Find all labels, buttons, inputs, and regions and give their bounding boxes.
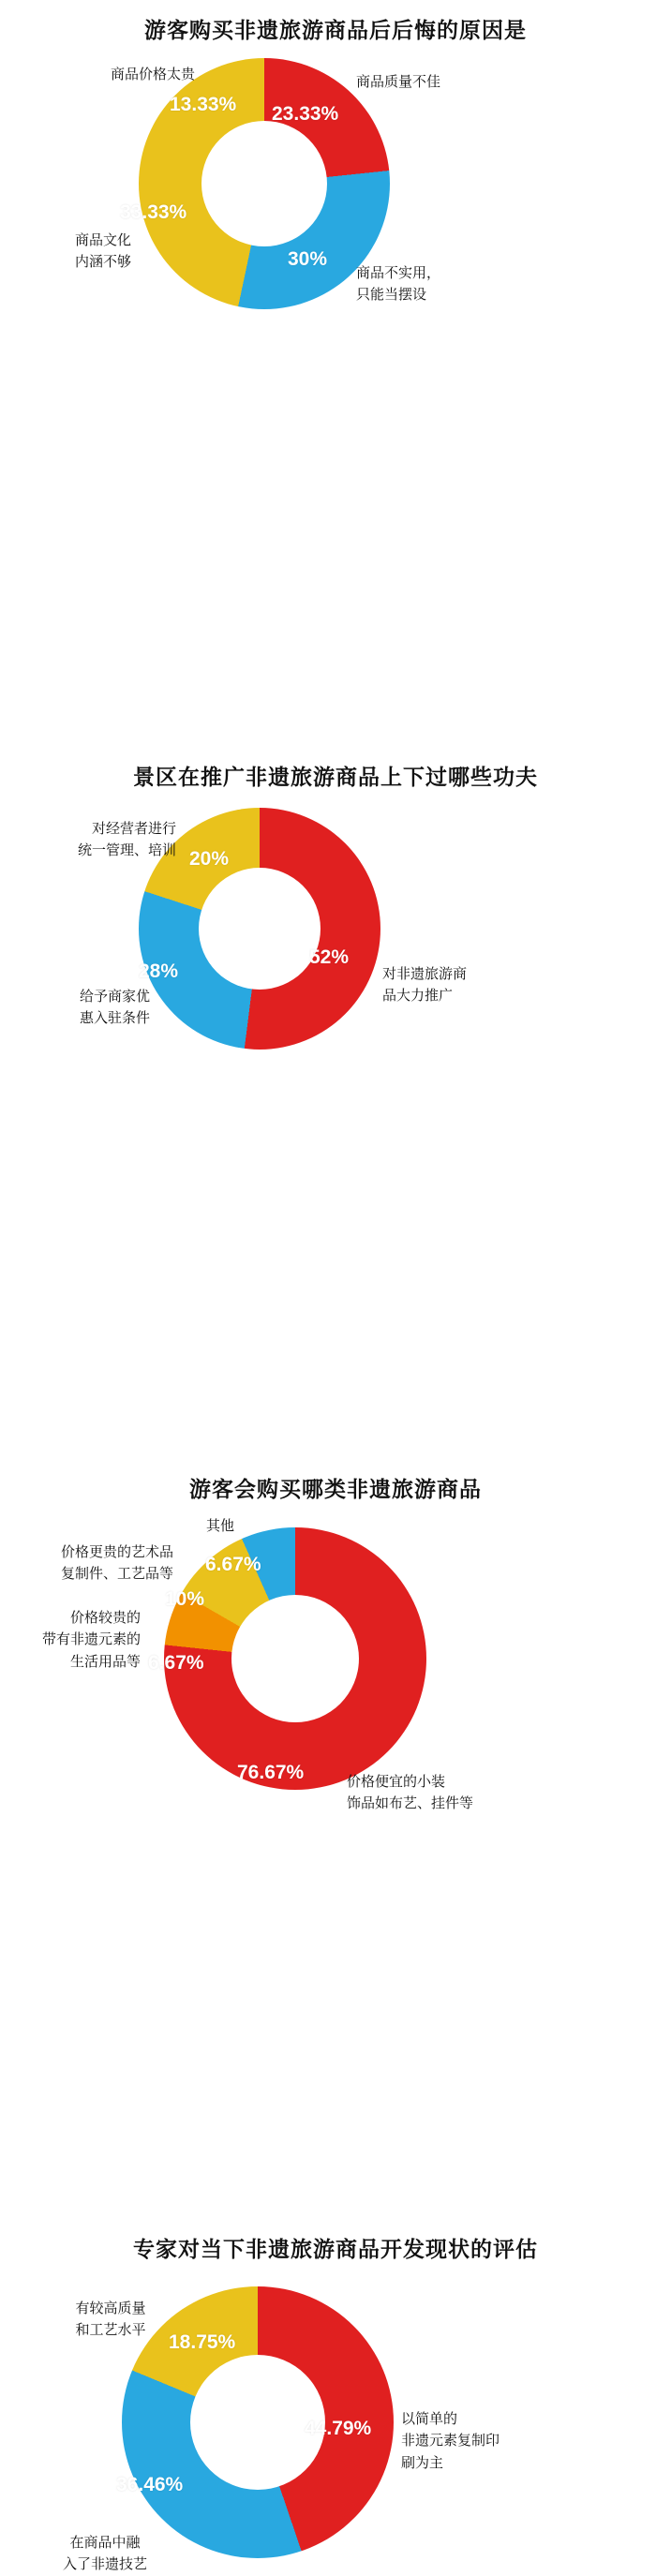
slice-label-1-2-line1: 商品文化 [74, 232, 131, 248]
slice-label-1-1-line2: 只能当摆设 [356, 287, 427, 304]
slice-label-1-0 [356, 71, 440, 93]
slice-label-1-3-line1: 商品价格太贵 [110, 67, 195, 82]
chart-title-1: 游客购买非遗旅游商品后后悔的原因是 [144, 18, 527, 42]
slice-value-2-1: 28% [139, 960, 179, 982]
slice-label-2-2-line1: 对经营者进行 [91, 821, 176, 837]
slice-label-1-2-line2: 内涵不够 [74, 254, 131, 271]
chart-title-4: 专家对当下非遗旅游商品开发现状的评估 [133, 2237, 538, 2261]
slice-value-3-2: 10% [165, 1588, 205, 1610]
slice-label-2-1-line2: 惠入驻条件 [79, 1010, 150, 1027]
slice-label-1-0-line1: 商品质量不佳 [356, 74, 441, 90]
slice-label-4-2-line2: 和工艺水平 [75, 2322, 146, 2339]
slice-label-3-1 [9, 1607, 141, 1673]
donut-hole-1 [201, 121, 327, 246]
chart-block-regret-reasons [0, 0, 671, 375]
slice-value-1-3: 13.33% [170, 94, 237, 115]
slice-label-4-0-line2: 非遗元素复制印 [401, 2433, 500, 2449]
slice-label-4-0 [401, 2408, 500, 2474]
slice-label-2-1-line1: 给予商家优 [79, 989, 150, 1005]
slice-value-2-0: 52% [309, 946, 350, 968]
chart-block-purchase-type [0, 736, 671, 1812]
slice-value-1-0: 23.33% [272, 103, 339, 125]
slice-label-1-1 [356, 262, 440, 306]
slice-label-2-0-line1: 对非遗旅游商 [382, 966, 468, 982]
slice-label-4-1-line1: 在商品中融 [69, 2535, 141, 2551]
slice-value-1-2: 33.33% [120, 201, 187, 223]
slice-label-4-1 [30, 2532, 180, 2576]
slice-label-3-0 [347, 1771, 473, 1815]
slice-label-1-2 [19, 230, 131, 274]
slice-label-4-2-line1: 有较高质量 [75, 2301, 146, 2316]
chart-block-promotion-efforts [0, 375, 671, 1027]
slice-label-4-2 [45, 2298, 176, 2342]
slice-label-1-3 [73, 64, 195, 85]
slice-label-4-0-line3: 刷为主 [401, 2454, 444, 2471]
slice-label-2-0-line2: 品大力推广 [382, 988, 454, 1005]
slice-value-2-2: 20% [189, 848, 230, 870]
slice-label-3-0-line2: 饰品如布艺、挂件等 [347, 1795, 474, 1812]
slice-label-3-1-line2: 带有非遗元素的 [41, 1631, 141, 1648]
slice-label-4-0-line1: 以简单的 [401, 2411, 458, 2427]
slice-label-4-1-line2: 入了非遗技艺 [62, 2556, 147, 2573]
donut-hole-3 [231, 1595, 359, 1722]
slice-value-4-2: 18.75% [169, 2331, 236, 2353]
slice-label-3-3-line1: 其他 [205, 1518, 234, 1534]
slice-value-4-1: 36.46% [116, 2474, 184, 2495]
slice-value-3-1: 6.67% [148, 1652, 204, 1674]
slice-label-3-1-line3: 生活用品等 [69, 1653, 141, 1670]
slice-value-1-1: 30% [288, 248, 328, 270]
slice-label-3-0-line1: 价格便宜的小装 [347, 1774, 446, 1790]
slice-label-1-1-line1: 商品不实用， [356, 265, 441, 281]
slice-label-2-2-line2: 统一管理、培训 [77, 842, 176, 859]
slice-label-3-2-line2: 复制件、工艺品等 [60, 1566, 173, 1583]
slice-value-4-0: 44.79% [305, 2418, 372, 2439]
slice-label-3-2-line1: 价格更贵的艺术品 [60, 1544, 173, 1560]
slice-value-3-3: 6.67% [205, 1554, 261, 1575]
chart-title-2: 景区在推广非遗旅游商品上下过哪些功夫 [133, 765, 538, 789]
slice-label-3-2 [9, 1541, 173, 1586]
slice-value-3-0: 76.67% [237, 1762, 305, 1783]
slice-label-3-1-line1: 价格较贵的 [69, 1610, 141, 1626]
chart-title-3: 游客会购买哪类非遗旅游商品 [189, 1477, 482, 1501]
